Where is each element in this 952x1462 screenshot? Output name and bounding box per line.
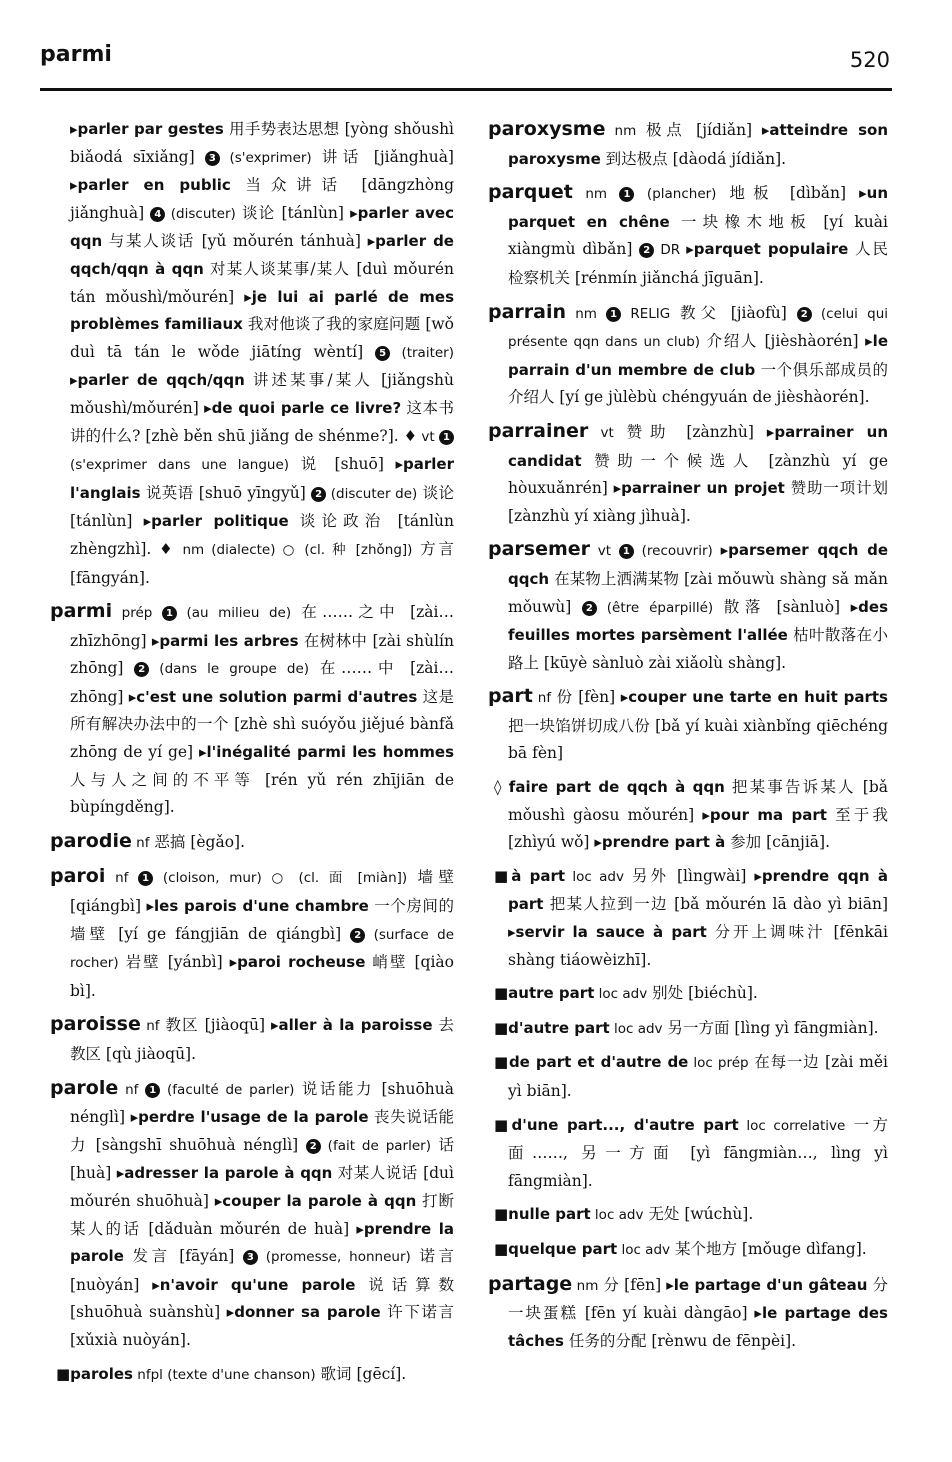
translation-text: 诺言 [nuòyán]	[70, 1247, 454, 1294]
translation-text: 说英语 [shuō yīngyǔ]	[140, 483, 312, 502]
translation-text: 到达极点 [dàodá jídiǎn].	[600, 149, 787, 168]
grammar-label: (discuter)	[165, 205, 236, 222]
translation-text: 份 [fèn]	[551, 688, 621, 707]
grammar-label: (promesse, honneur)	[257, 1249, 411, 1266]
grammar-label: nf	[532, 690, 552, 707]
sense-number: 2	[639, 243, 654, 258]
translation-text: 与某人谈话 [yǔ mǒurén tánhuà]	[102, 232, 368, 251]
headword: paroxysme	[488, 118, 606, 140]
translation-text: 说话算数 [shuōhuà suànshù]	[70, 1275, 454, 1322]
grammar-label: loc correlative	[738, 1117, 846, 1134]
grammar-label: (celui qui présente qqn dans un club)	[508, 305, 889, 351]
headword: parole	[50, 1076, 119, 1099]
translation-text: 对某人说话 [duì mǒurén shuōhuà]	[70, 1164, 454, 1210]
example-phrase: ▸perdre l'usage de la parole	[130, 1108, 369, 1127]
entry-parquet	[488, 179, 888, 292]
grammar-label: nf	[118, 1081, 146, 1098]
translation-text: 谈论政治 [tánlùn zhèngzhì].	[70, 512, 454, 558]
translation-text: 赞助 [zànzhù]	[613, 422, 767, 441]
translation-text: 发言 [fāyán]	[123, 1247, 243, 1266]
headword: parmi	[50, 600, 113, 623]
right-column	[488, 116, 888, 1361]
example-phrase: ▸parler par gestes	[70, 120, 224, 138]
example-phrase: ▸parsemer qqch de qqch	[508, 541, 888, 588]
translation-text: 在每一边 [zài měi yì biān].	[508, 1053, 888, 1100]
entry-parsemer	[488, 536, 888, 677]
translation-text: 用手势表达思想 [yòng shǒushì biǎodá sīxiǎng]	[70, 120, 455, 166]
example-phrase: ■paroles	[56, 1364, 133, 1383]
example-phrase: ▸parler de qqch/qqn à qqn	[70, 232, 454, 278]
sense-number: 1	[619, 544, 634, 559]
translation-text: 人民检察机关 [rénmín jiǎnchá jīguān].	[508, 240, 889, 287]
translation-text: 在树林中 [zài shùlín zhōng]	[70, 631, 454, 678]
grammar-label: (dans le groupe de)	[149, 661, 310, 678]
example-phrase: ▸le partage des tâches	[508, 1304, 888, 1350]
translation-text: 人与人之间的不平等 [rén yǔ rén zhījiān de bùpíngděng].	[70, 770, 454, 817]
translation-text: 赞助一个候选人 [zànzhù yí ge hòuxuǎnrén]	[508, 451, 888, 498]
sense-number: 3	[243, 1250, 258, 1265]
translation-text: 至于我 [zhìyú wǒ]	[508, 805, 888, 852]
example-phrase: ■à part	[494, 866, 566, 885]
grammar-label: (être éparpillé)	[596, 599, 714, 616]
left-column	[50, 116, 454, 1395]
translation-text: 地板 [dìbǎn]	[716, 184, 860, 203]
sense-number: 2	[134, 662, 149, 677]
example-phrase: ♦	[159, 539, 176, 558]
example-phrase: ■d'une part..., d'autre part	[494, 1115, 739, 1134]
subentry-d-autre-part	[488, 1015, 888, 1044]
example-phrase: ◊ faire part de qqch à qqn	[494, 778, 725, 797]
grammar-label: (cloison, mur) ○ (cl. 面 [miàn])	[153, 870, 408, 887]
translation-text: 说 [shuō]	[289, 455, 396, 474]
grammar-label: nm	[572, 1277, 599, 1294]
sense-number: 2	[797, 307, 812, 322]
entry-partage	[488, 1271, 888, 1356]
grammar-label: loc adv	[594, 986, 648, 1003]
guide-word: parmi	[40, 42, 112, 67]
example-phrase: ▸parler en public	[70, 176, 231, 195]
subentry-d-une-part	[488, 1112, 888, 1196]
translation-text: 恶搞 [ègǎo].	[149, 832, 246, 851]
translation-text: 这是所有解决办法中的一个 [zhè shì suóyǒu jiějué bànfǎ zhōng de yí ge]	[70, 687, 454, 762]
headword: parodie	[50, 829, 132, 852]
example-phrase: ▸de quoi parle ce livre?	[204, 398, 402, 417]
example-phrase: ▸n'avoir qu'une parole	[152, 1275, 356, 1294]
example-phrase: ▸c'est une solution parmi d'autres	[128, 687, 418, 706]
translation-text: 分一块蛋糕 [fēn yí kuài dàngāo]	[508, 1275, 888, 1323]
example-phrase: ▸je lui ai parlé de mes problèmes familiaux	[70, 287, 454, 334]
translation-text: 话 [huà]	[70, 1135, 455, 1183]
example-phrase: ■autre part	[494, 984, 595, 1003]
example-phrase: ■de part et d'autre de	[494, 1053, 689, 1072]
translation-text: 岩壁 [yánbì]	[118, 953, 230, 972]
grammar-label: (s'exprimer)	[219, 149, 312, 166]
translation-text: 打断某人的话 [dǎduàn mǒurén de huà]	[70, 1191, 454, 1238]
example-phrase: ▸couper la parole à qqn	[214, 1191, 417, 1210]
translation-text: 分开上调味汁 [fēnkāi shàng tiáowèizhī].	[508, 923, 888, 969]
example-phrase: ▸paroi rocheuse	[229, 953, 366, 972]
entry-paroi	[50, 863, 454, 1005]
example-phrase: ▸pour ma part	[702, 805, 827, 824]
example-phrase: ▸prendre part à	[594, 833, 726, 852]
grammar-label: (surface de rocher)	[70, 926, 454, 972]
headword: parrainer	[488, 419, 589, 442]
entry-parrain	[488, 299, 888, 412]
grammar-label: loc adv	[565, 868, 624, 885]
translation-text: 丧失说话能力 [sàngshī shuōhuà nénglì]	[70, 1108, 454, 1154]
grammar-label: loc prép	[688, 1055, 749, 1072]
translation-text: 说话能力 [shuōhuà nénglì]	[70, 1079, 454, 1127]
example-phrase: ▸adresser la parole à qqn	[116, 1164, 333, 1183]
grammar-label: (au milieu de)	[176, 605, 292, 622]
translation-text: 许下诺言 [xǔxià nuòyán].	[70, 1303, 454, 1349]
grammar-label: (plancher)	[634, 186, 717, 203]
entry-paroles	[50, 1361, 454, 1390]
translation-text: 讲述某事/某人 [jiǎngshù mǒushì/mǒurén]	[70, 371, 455, 417]
sense-number: 1	[145, 1083, 160, 1098]
grammar-label: prép	[112, 605, 162, 622]
grammar-label: nm	[605, 123, 637, 139]
translation-text: 别处 [biéchù].	[647, 984, 758, 1003]
translation-text: 在……之中 [zài… zhīzhōng]	[70, 603, 454, 650]
grammar-label: (fait de parler)	[320, 1137, 431, 1154]
example-phrase: ■d'autre part	[494, 1018, 610, 1037]
subentry-a-part	[488, 863, 888, 974]
example-phrase: ▸parler l'anglais	[70, 455, 454, 502]
example-phrase: ▸parquet populaire	[686, 240, 849, 259]
example-phrase: ▸les parois d'une chambre	[146, 897, 369, 916]
translation-text: 教区 [jiàoqū]	[159, 1016, 271, 1035]
translation-text: 分 [fēn]	[598, 1275, 667, 1294]
entry-parole	[50, 1075, 454, 1355]
translation-text: 峭壁 [qiào bì].	[70, 953, 454, 1000]
example-phrase: ▸parler de qqch/qqn	[70, 371, 245, 390]
subentry-quelque-part	[488, 1236, 888, 1265]
translation-text: 墙壁 [qiángbì]	[70, 868, 454, 916]
translation-text: 当众讲话 [dāngzhòng jiǎnghuà]	[70, 176, 455, 222]
sense-number: 1	[439, 430, 454, 445]
grammar-label: nm (dialecte) ○ (cl. 种 [zhǒng])	[175, 541, 413, 558]
example-phrase: ▸le partage d'un gâteau	[666, 1275, 868, 1294]
translation-text: 一块橡木地板 [yí kuài xiàngmù dìbǎn]	[508, 212, 888, 259]
example-phrase: ▸le parrain d'un membre de club	[508, 332, 889, 379]
translation-text: 一方面……, 另一方面 [yì fāngmiàn…, lìng yì fāngmiàn].	[508, 1115, 888, 1190]
example-phrase: ▸l'inégalité parmi les hommes	[199, 743, 454, 762]
grammar-label: vt	[590, 543, 619, 560]
translation-text: 把某事告诉某人 [bǎ mǒushì gàosu mǒurén]	[508, 778, 888, 824]
entry-paroxysme	[488, 116, 888, 173]
grammar-label: nfpl (texte d'une chanson)	[132, 1366, 316, 1383]
page-number: 520	[849, 48, 890, 72]
translation-text: 我对他谈了我的家庭问题 [wǒ duì tā tán le wǒde jiātíng wèntí]	[70, 315, 454, 361]
entry-parrainer	[488, 418, 888, 530]
grammar-label: vt	[417, 428, 439, 445]
translation-text: 把某人拉到一边 [bǎ mǒurén lā dào yì biān]	[543, 895, 888, 914]
example-phrase: ▸couper une tarte en huit parts	[620, 688, 888, 707]
grammar-label: (faculté de parler)	[160, 1081, 295, 1098]
translation-text: 散落 [sànluò]	[713, 597, 851, 616]
translation-text: 某个地方 [mǒuge dìfang].	[670, 1239, 867, 1258]
grammar-label: nm	[566, 305, 607, 322]
subentry-nulle-part	[488, 1201, 888, 1230]
translation-text: 参加 [cānjiā].	[725, 833, 831, 852]
example-phrase: ▸aller à la paroisse	[271, 1016, 433, 1035]
headword: parrain	[488, 300, 567, 323]
grammar-label: nf	[140, 1018, 160, 1035]
example-phrase: ▸prendre qqn à part	[508, 866, 888, 914]
sense-number: 1	[619, 187, 634, 202]
translation-text: 把一块馅饼切成八份 [bǎ yí kuài xiànbǐng qiēchéng bā fèn]	[508, 716, 888, 763]
sense-number: 2	[311, 487, 326, 502]
entry-paroisse	[50, 1011, 454, 1068]
translation-text: 极点 [jídiǎn]	[636, 121, 762, 139]
entry-parler-continued	[50, 116, 454, 592]
grammar-label: (traiter)	[390, 344, 454, 361]
translation-text: 歌词 [gēcí].	[315, 1364, 407, 1383]
headword: parquet	[488, 181, 573, 204]
translation-text: 在……中 [zài… zhōng]	[70, 659, 454, 706]
sense-number: 2	[350, 928, 365, 943]
entry-parmi	[50, 598, 454, 822]
headword: paroisse	[50, 1013, 141, 1036]
entry-part	[488, 683, 888, 768]
grammar-label: DR	[654, 242, 687, 259]
grammar-label: RELIG	[621, 305, 671, 322]
example-phrase: ▸atteindre son paroxysme	[508, 121, 889, 168]
example-phrase: ■quelque part	[494, 1239, 618, 1258]
grammar-label: nf	[105, 870, 139, 887]
translation-text: 介绍人 [jièshàorén]	[700, 332, 866, 351]
subentry-de-part-et-d-autre	[488, 1049, 888, 1105]
example-phrase: ▸servir la sauce à part	[508, 923, 707, 942]
grammar-label: loc adv	[609, 1020, 663, 1037]
entry-parodie	[50, 828, 454, 858]
example-phrase: ▸des feuilles mortes parsèment l'allée	[508, 597, 888, 645]
grammar-label: nf	[131, 834, 150, 851]
header-rule	[40, 88, 892, 91]
translation-text: 另一方面 [lìng yì fāngmiàn].	[662, 1018, 879, 1037]
headword: paroi	[50, 865, 106, 888]
translation-text: 教父 [jiàofù]	[670, 303, 797, 322]
grammar-label: (discuter de)	[326, 485, 418, 502]
translation-text: 方言 [fāngyán].	[70, 539, 455, 587]
example-phrase: ▸un parquet en chêne	[508, 184, 888, 231]
translation-text: 这本书讲的什么? [zhè běn shū jiǎng de shénme?].	[70, 398, 454, 445]
translation-text: 谈论 [tánlùn]	[70, 483, 454, 531]
translation-text: 另外 [lìngwài]	[623, 866, 755, 885]
translation-text: 任务的分配 [rènwu de fēnpèi].	[563, 1331, 797, 1350]
sense-number: 2	[306, 1139, 321, 1154]
grammar-label: (recouvrir)	[633, 543, 721, 560]
sense-number: 1	[162, 606, 177, 621]
grammar-label: nm	[572, 186, 620, 203]
example-phrase: ▸donner sa parole	[226, 1303, 381, 1322]
translation-text: 枯叶散落在小路上 [kūyè sànluò zài xiǎolù shàng].	[508, 626, 889, 672]
example-phrase: ▸parler politique	[143, 512, 289, 531]
sense-number: 3	[205, 151, 220, 166]
sense-number: 4	[150, 207, 165, 222]
headword: partage	[488, 1272, 573, 1295]
example-phrase: ■nulle part	[494, 1205, 591, 1224]
subentry-autre-part	[488, 980, 888, 1009]
grammar-label: loc adv	[590, 1207, 644, 1224]
sense-number: 2	[582, 601, 597, 616]
translation-text: 谈论 [tánlùn]	[235, 203, 351, 222]
translation-text: 一个俱乐部成员的介绍人 [yí ge jùlèbù chéngyuán de jièshàorén].	[508, 360, 888, 407]
headword: parsemer	[488, 538, 591, 561]
example-phrase: ▸parmi les arbres	[151, 631, 299, 650]
headword: part	[488, 685, 533, 708]
translation-text: 赞助一项计划 [zànzhù yí xiàng jìhuà].	[508, 479, 888, 525]
translation-text: 讲话 [jiǎnghuà]	[311, 147, 454, 166]
translation-text: 一个房间的墙壁 [yí ge fángjiān de qiángbì]	[70, 897, 454, 943]
translation-text: 无处 [wúchù].	[643, 1205, 754, 1224]
example-phrase: ▸parrainer un projet	[613, 479, 785, 498]
translation-text: 对某人谈某事/某人 [duì mǒurén tán mǒushì/mǒurén]	[70, 259, 454, 306]
grammar-label: vt	[588, 424, 614, 441]
subentry-faire-part	[488, 774, 888, 857]
translation-text: 去教区 [qù jiàoqū].	[70, 1016, 454, 1063]
sense-number: 1	[606, 307, 621, 322]
example-phrase: ▸parler avec qqn	[70, 203, 454, 251]
grammar-label: loc adv	[617, 1241, 671, 1258]
translation-text: 在某物上洒满某物 [zài mǒuwù shàng sǎ mǎn mǒuwù]	[508, 569, 888, 616]
example-phrase: ♦	[403, 426, 418, 445]
sense-number: 5	[375, 346, 390, 361]
grammar-label: (s'exprimer dans une langue)	[70, 457, 290, 474]
example-phrase: ▸parrainer un candidat	[508, 422, 888, 470]
example-phrase: ▸prendre la parole	[70, 1219, 454, 1266]
sense-number: 1	[138, 871, 153, 886]
